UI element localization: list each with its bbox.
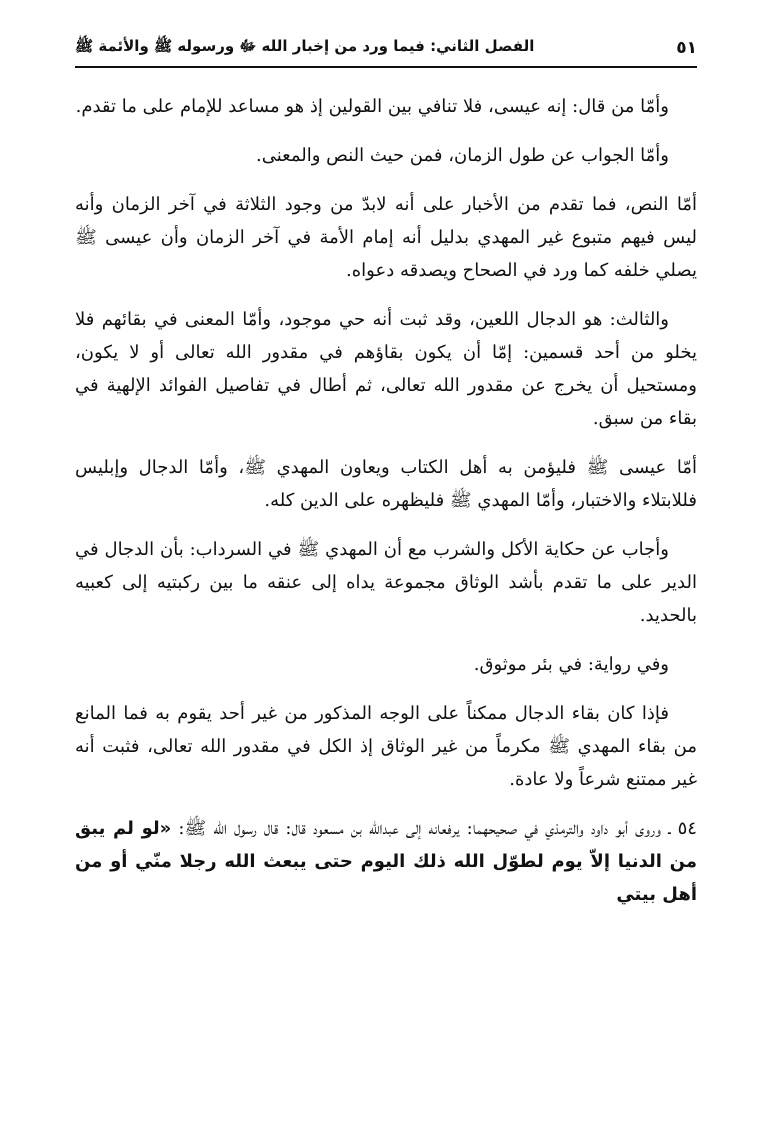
page-header: [75, 30, 697, 68]
paragraph: وأمّا من قال: إنه عيسى، فلا تنافي بين القولين إذ هو مساعد للإمام على ما تقدم.: [75, 96, 669, 117]
page-body: [75, 90, 697, 1134]
paragraph: والثالث: هو الدجال اللعين، وقد ثبت أنه حي موجود، وأمّا المعنى في بقائهم فلا يخلو من أحد قسمين: إمّا أن يكون بقاؤهم في مقدور الله تعالى أو لا يكون، ومستحيل أن يخرج عن مقدور الله تعالى، ثم أطال في تفاصيل الفوائد الإلهية في بقاء من سبق.: [75, 309, 697, 429]
paragraph: وفي رواية: في بئر موثوق.: [473, 654, 669, 675]
hadith-intro: ٥٤ ـ وروى أبو داود والترمذي في صحيحهما: يرفعانه إلى عبدالله بن مسعود قال: قال رسول الله ﷺ:: [171, 818, 697, 839]
hadith-quote: «لو لم يبق من الدنيا إلاّ يوم لطوّل الله ذلك اليوم حتى يبعث الله رجلا منّي أو من أهل بيتي: [75, 818, 697, 905]
paragraph: وأجاب عن حكاية الأكل والشرب مع أن المهدي ﷺ في السرداب: بأن الدجال في الدير على ما تقدم بأشد الوثاق مجموعة يداه إلى عنقه ما بين ركبتيه إلى كعبيه بالحديد.: [75, 539, 697, 626]
page-number: ٥١: [676, 38, 697, 58]
chapter-title: الفصل الثاني: فيما ورد من إخبار الله ﷻ ورسوله ﷺ والأئمة ﷺ: [75, 37, 535, 55]
paragraph: أمّا النص، فما تقدم من الأخبار على أنه لابدّ من وجود الثلاثة في آخر الزمان وأنه ليس فيهم متبوع غير المهدي بدليل أنه إمام الأمة في آخر الزمان وأن عيسى ﷺ يصلي خلفه كما ورد في الصحاح ويصدقه دعواه.: [75, 194, 697, 281]
paragraph: فإذا كان بقاء الدجال ممكناً على الوجه المذكور من غير أحد يقوم به فما المانع من بقاء المهدي ﷺ مكرماً من غير الوثاق إذ الكل في مقدور الله تعالى، فثبت أنه غير ممتنع شرعاً ولا عادة.: [75, 703, 697, 790]
paragraph: وأمّا الجواب عن طول الزمان، فمن حيث النص والمعنى.: [256, 145, 669, 166]
hadith-paragraph: [75, 812, 697, 911]
paragraph: أمّا عيسى ﷺ فليؤمن به أهل الكتاب ويعاون المهدي ﷺ، وأمّا الدجال وإبليس فللابتلاء والاختبار، وأمّا المهدي ﷺ فليظهره على الدين كله.: [75, 457, 697, 511]
